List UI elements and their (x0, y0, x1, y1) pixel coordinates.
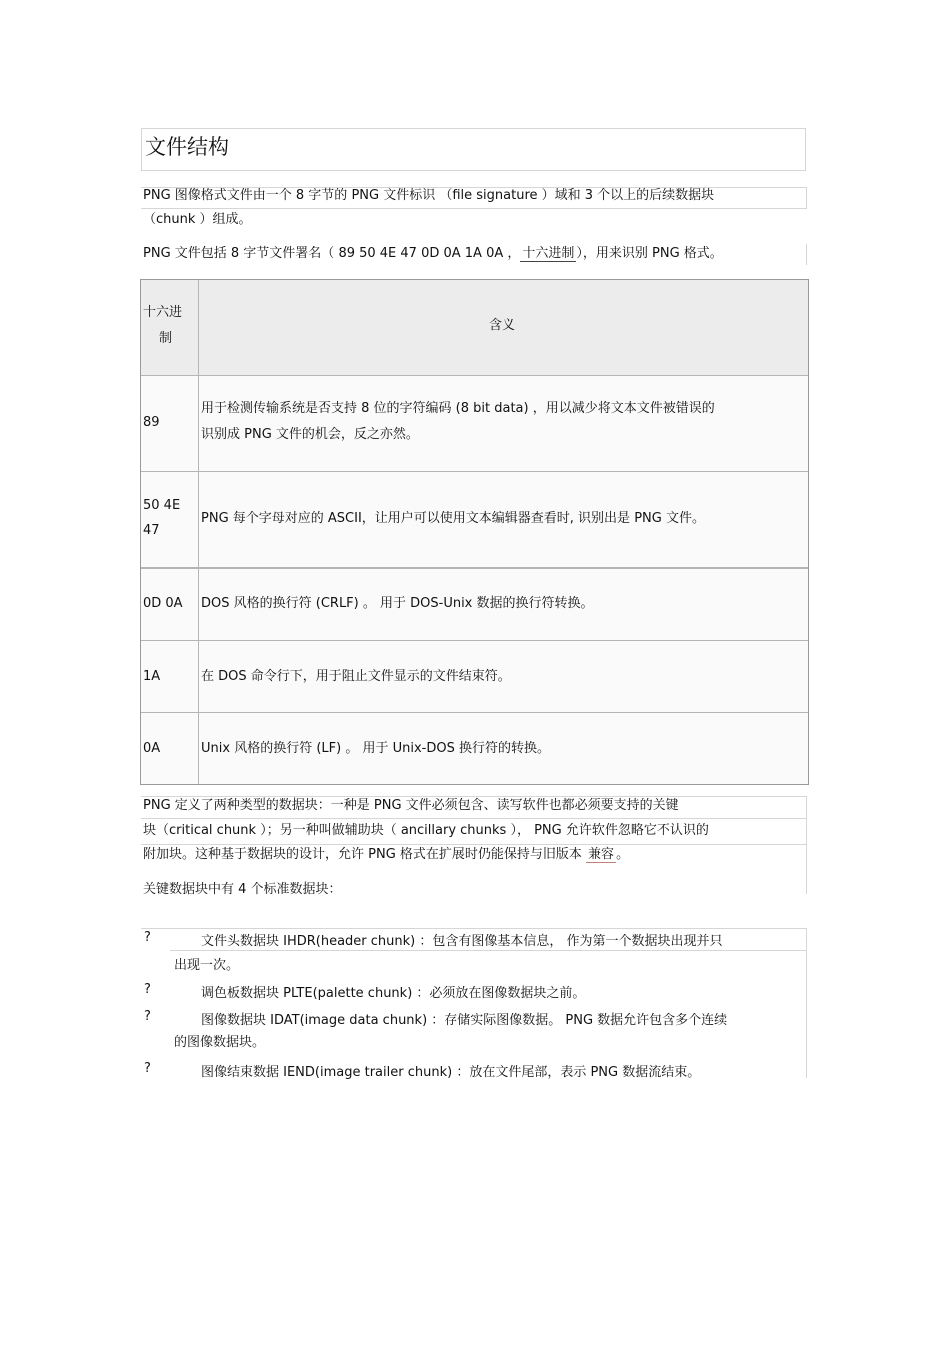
signature-table (140, 279, 809, 785)
divider (806, 187, 807, 208)
divider (170, 950, 807, 951)
list-item-text: 文件头数据块 IHDR(header chunk) ：包含有图像基本信息， 作为第一个数据块出现并只 (201, 934, 723, 949)
hex-value: 0A (143, 741, 161, 756)
bullet-marker: ? (144, 982, 151, 997)
hex-value: 1A (143, 669, 161, 684)
title-box (141, 128, 806, 171)
intro-line-1: PNG 图像格式文件由一个 8 字节的 PNG 文件标识 （file signature ）域和 3 个以上的后续数据块 (143, 188, 715, 203)
table-row (141, 569, 808, 641)
bullet-marker: ? (144, 930, 151, 945)
table-header-row (141, 280, 808, 376)
divider (141, 844, 807, 845)
intro-line-3-suffix: ），用来识别 PNG 格式。 (576, 246, 723, 261)
intro-line-3 (143, 245, 723, 263)
hex-link[interactable]: 十六进制 (522, 246, 575, 261)
meaning-text: PNG 每个字母对应的 ASCII，让用户可以使用文本编辑器查看时, 识别出是 PNG 文件。 (201, 511, 705, 526)
list-item-continuation: 出现一次。 (174, 958, 240, 973)
hex-value: 0D 0A (143, 596, 183, 611)
header-hex-line-1: 十六进 (143, 305, 183, 320)
table-row (141, 641, 808, 713)
table-cell-hex (141, 472, 199, 567)
list-item-text: 图像结束数据 IEND(image trailer chunk) ：放在文件尾部，表示 PNG 数据流结束。 (201, 1065, 701, 1080)
table-row (141, 376, 808, 472)
list-item-continuation: 的图像数据块。 (174, 1035, 266, 1050)
table-cell-hex (141, 713, 199, 784)
body-line-3-suffix: 。 (616, 847, 630, 862)
meaning-text: Unix 风格的换行符 (LF) 。 用于 Unix-DOS 换行符的转换。 (201, 741, 550, 756)
divider (141, 928, 807, 929)
divider (806, 796, 807, 894)
table-cell-hex (141, 569, 199, 640)
body-line-3 (143, 846, 629, 864)
body-line-2: 块（critical chunk ）；另一种叫做辅助块（ ancillary chunks ）， PNG 允许软件忽略它不认识的 (143, 823, 709, 838)
table-row (141, 472, 808, 569)
meaning-line-1: 用于检测传输系统是否支持 8 位的字符编码 (8 bit data) ，用以减少将文本文件被错误的 (201, 401, 715, 416)
hex-value: 89 (143, 415, 160, 430)
hex-value-line-2: 47 (143, 523, 160, 538)
meaning-line-2: 识别成 PNG 文件的机会，反之亦然。 (201, 427, 419, 442)
divider (141, 208, 807, 209)
list-item-text: 图像数据块 IDAT(image data chunk) ：存储实际图像数据。 PNG 数据允许包含多个连续 (201, 1013, 728, 1028)
intro-line-3-prefix: PNG 文件包括 8 字节文件署名（ 89 50 4E 47 0D 0A 1A 0A ， (143, 246, 521, 261)
compat-link[interactable]: 兼容 (588, 847, 615, 862)
meaning-text: 在 DOS 命令行下，用于阻止文件显示的文件结束符。 (201, 669, 511, 684)
divider (806, 244, 807, 265)
table-row (141, 713, 808, 784)
intro-line-2: （chunk ）组成。 (143, 212, 252, 227)
table-header-hex (141, 280, 199, 375)
bullet-marker: ? (144, 1009, 151, 1024)
page-title: 文件结构 (145, 135, 229, 159)
header-hex-line-2: 制 (159, 331, 173, 346)
divider (141, 818, 807, 819)
bullet-marker: ? (144, 1061, 151, 1076)
meaning-text: DOS 风格的换行符 (CRLF) 。 用于 DOS-Unix 数据的换行符转换。 (201, 596, 594, 611)
table-cell-hex (141, 376, 199, 471)
header-meaning-label: 含义 (489, 318, 516, 333)
body-line-3-prefix: 附加块。这种基于数据块的设计，允许 PNG 格式在扩展时仍能保持与旧版本 (143, 847, 587, 862)
list-item-text: 调色板数据块 PLTE(palette chunk) ：必须放在图像数据块之前。 (201, 986, 586, 1001)
body-line-1: PNG 定义了两种类型的数据块：一种是 PNG 文件必须包含、读写软件也都必须要支持的关键 (143, 798, 679, 813)
table-cell-hex (141, 641, 199, 712)
hex-value-line-1: 50 4E (143, 498, 181, 513)
body-line-4: 关键数据块中有 4 个标准数据块： (143, 882, 342, 897)
